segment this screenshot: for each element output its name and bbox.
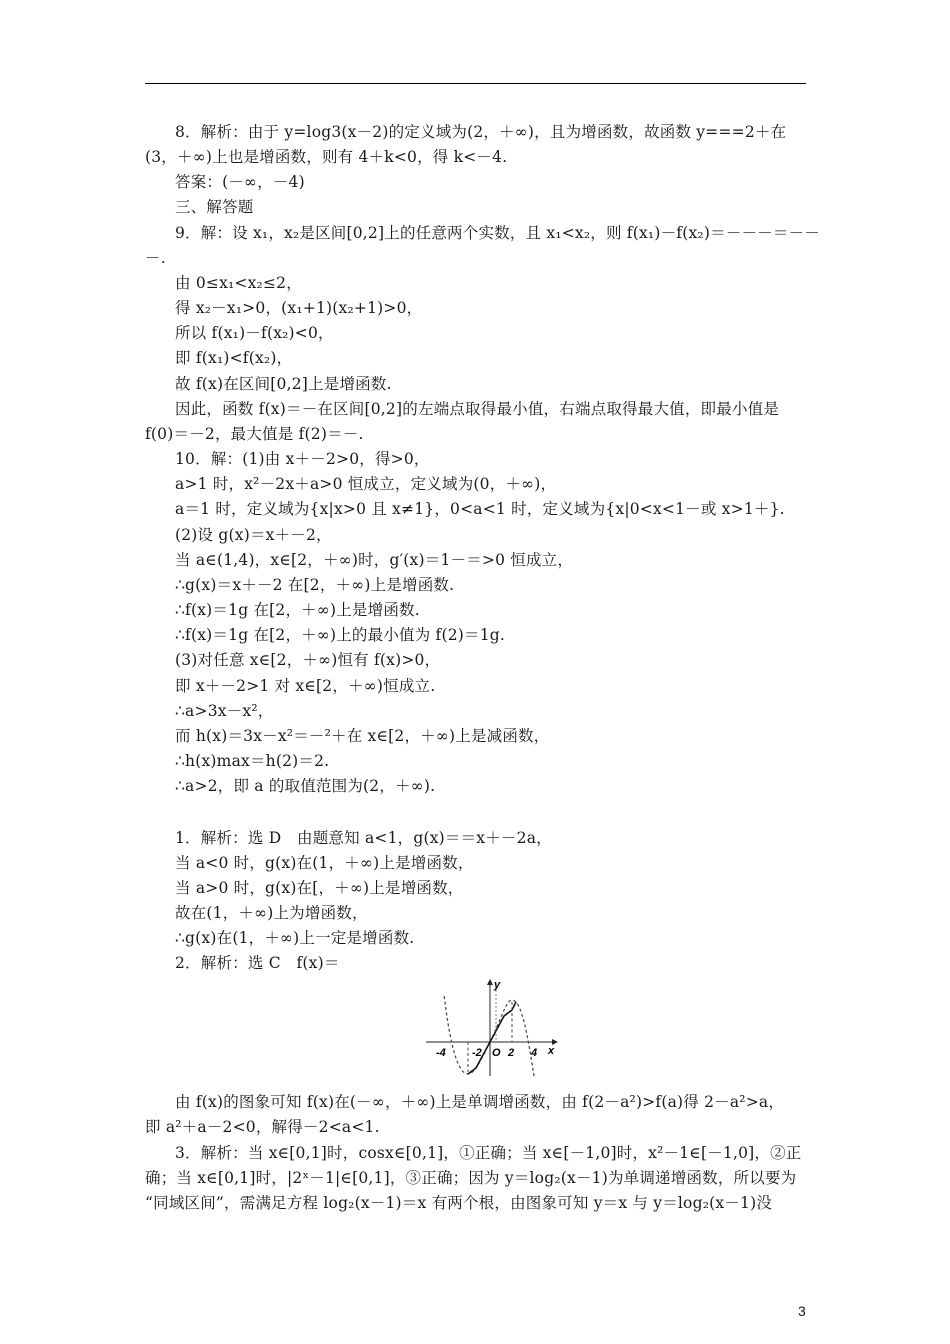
text-line: 3．解析：当 x∈[0,1]时，cosx∈[0,1]，①正确；当 x∈[－1,0]时，x²－1∈[－1,0]，②正 <box>175 1144 802 1162</box>
text-line: 10．解：(1)由 x＋－2>0，得>0， <box>175 450 430 468</box>
text-line: 即 a²＋a－2<0，解得－2<a<1. <box>145 1118 380 1136</box>
text-line: ∴a>3x－x²， <box>175 702 274 720</box>
x-axis-label: x <box>548 1045 555 1057</box>
text-line: (3)对任意 x∈[2，＋∞)恒有 f(x)>0， <box>175 651 441 669</box>
text-line: 确；当 x∈[0,1]时，|2ˣ－1|∈[0,1]，③正确；因为 y＝log₂(x－1)为单调递增函数，所以要为 <box>145 1169 797 1187</box>
header-rule <box>145 83 806 84</box>
x-tick-label: 4 <box>531 1047 538 1059</box>
text-line: 由 f(x)的图象可知 f(x)在(－∞，＋∞)上是单调增函数，由 f(2－a²)>f(a)得 2－a²>a， <box>175 1093 785 1111</box>
text-line: a＝1 时，定义域为{x|x>0 且 x≠1}，0<a<1 时，定义域为{x|0<x<1－或 x>1＋}. <box>175 500 785 518</box>
text-line: 答案：(－∞，－4) <box>175 173 305 191</box>
text-line: 9．解：设 x₁，x₂是区间[0,2]上的任意两个实数，且 x₁<x₂，则 f(x₁)－f(x₂)＝－－－＝－－ <box>175 224 820 242</box>
text-line: ∴g(x)＝x＋－2 在[2，＋∞)上是增函数. <box>175 576 455 594</box>
left-dashed-parabola <box>444 994 490 1074</box>
text-line: ∴h(x)max＝h(2)＝2. <box>175 752 330 770</box>
x-tick-label: -2 <box>472 1047 482 1059</box>
text-line: 而 h(x)＝3x－x²＝－²＋在 x∈[2，＋∞)上是减函数， <box>175 727 550 745</box>
text-line: “同域区间”，需满足方程 log₂(x－1)＝x 有两个根，由图象可知 y＝x 与 y＝log₂(x－1)没 <box>145 1194 773 1212</box>
text-line: 因此，函数 f(x)＝－在区间[0,2]的左端点取得最小值，右端点取得最大值，即最小值是 <box>175 400 780 418</box>
y-axis-arrow <box>487 979 493 985</box>
text-line: 故 f(x)在区间[0,2]上是增函数. <box>175 375 392 393</box>
text-line: 8．解析：由于 y=log3(x－2)的定义域为(2，＋∞)，且为增函数，故函数 y===2＋在 <box>175 123 787 141</box>
text-line: 得 x₂－x₁>0，(x₁+1)(x₂+1)>0， <box>175 299 423 317</box>
increasing-curve <box>468 1002 516 1074</box>
text-line: 1．解析：选 D 由题意知 a<1，g(x)＝＝x＋－2a， <box>175 829 552 847</box>
x-tick-label: 2 <box>508 1047 515 1059</box>
y-axis-label: y <box>494 979 501 991</box>
text-line: ∴f(x)＝1g 在[2，＋∞)上是增函数. <box>175 601 420 619</box>
text-line: 所以 f(x₁)－f(x₂)<0， <box>175 324 334 342</box>
x-tick-label: -4 <box>436 1047 446 1059</box>
text-line: 故在(1，＋∞)上为增函数， <box>175 904 368 922</box>
text-line: ∴a>2，即 a 的取值范围为(2，＋∞). <box>175 777 436 795</box>
text-line: a>1 时，x²－2x＋a>0 恒成立，定义域为(0，＋∞)， <box>175 475 557 493</box>
text-line: ∴g(x)在(1，＋∞)上一定是增函数. <box>175 929 415 947</box>
text-line: 2．解析：选 C f(x)＝ <box>175 954 340 972</box>
text-line: ∴f(x)＝1g 在[2，＋∞)上的最小值为 f(2)＝1g. <box>175 626 506 644</box>
section-heading: 三、解答题 <box>175 198 254 216</box>
text-line: 当 a>0 时，g(x)在[，＋∞)上是增函数， <box>175 879 464 897</box>
text-line: f(0)＝－2，最大值是 f(2)＝－. <box>145 425 364 443</box>
text-line: 由 0≤x₁<x₂≤2， <box>175 274 302 292</box>
text-line: (2)设 g(x)＝x＋－2， <box>175 526 332 544</box>
text-line: 即 f(x₁)<f(x₂)， <box>175 349 293 367</box>
text-line: 当 a<0 时，g(x)在(1，＋∞)上是增函数， <box>175 854 474 872</box>
page-number: 3 <box>798 1303 806 1319</box>
text-line: (3，＋∞)上也是增函数，则有 4＋k<0，得 k<－4. <box>145 148 508 166</box>
text-line: 即 x＋－2>1 对 x∈[2，＋∞)恒成立. <box>175 677 436 695</box>
function-graph <box>424 976 560 1080</box>
text-line: 当 a∈(1,4)，x∈[2，＋∞)时，g′(x)＝1－＝>0 恒成立， <box>175 551 574 569</box>
text-line: －. <box>145 249 166 267</box>
origin-label: O <box>492 1047 501 1059</box>
